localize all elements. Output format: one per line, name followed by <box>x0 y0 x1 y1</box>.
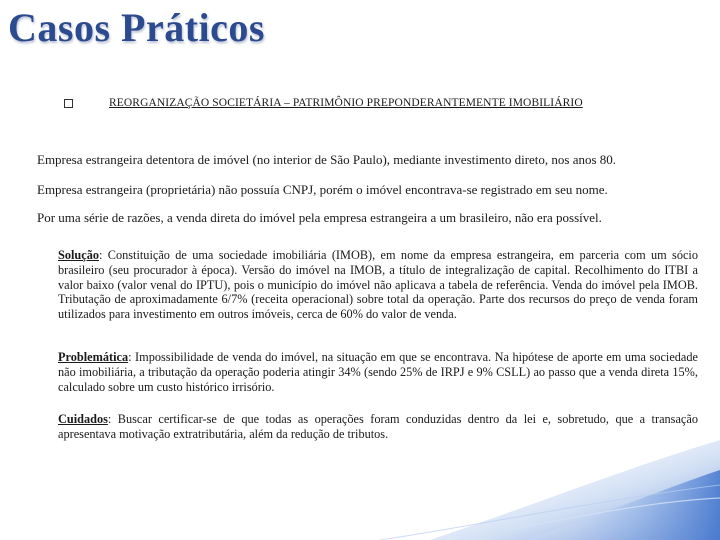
paragraph-2: Empresa estrangeira (proprietária) não possuía CNPJ, porém o imóvel encontrava-se registrado em seu nome. <box>37 182 608 197</box>
solution-text: : Constituição de uma sociedade imobiliária (IMOB), em nome da empresa estrangeira, em parceria com um sócio brasileiro (seu procurador à época). Versão do imóvel na IMOB, a título de integralização de capital. Recolhimento do ITBI a valor baixo (valor venal do IPTU), pois o município do imóvel não aplicava a tabela de referência. Venda do imóvel pela IMOB. Tributação de aproximadamente 6/7% (receita operacional) sobre total da operação. Parte dos recursos do preço de venda foram utilizados para investimento em outros imóveis, cerca de 60% do valor de venda. <box>58 248 698 322</box>
decorative-corner-swoosh <box>0 430 720 540</box>
solution-label: Solução <box>58 248 99 262</box>
cautions-label: Cuidados <box>58 412 108 426</box>
problem-label: Problemática <box>58 350 129 364</box>
page-title: Casos Práticos <box>8 5 265 50</box>
cautions-block <box>58 412 698 442</box>
section-heading: REORGANIZAÇÃO SOCIETÁRIA – PATRIMÔNIO PREPONDERANTEMENTE IMOBILIÁRIO <box>109 97 583 109</box>
paragraph-1: Empresa estrangeira detentora de imóvel (no interior de São Paulo), mediante investimento direto, nos anos 80. <box>37 152 617 167</box>
problem-text: : Impossibilidade de venda do imóvel, na situação em que se encontrava. Na hipótese de aporte em uma sociedade não imobiliária, a tributação da operação poderia atingir 34% (sendo 25% de IRPJ e 9% CSLL) ao passo que a venda direta 15%, calculado sobre um custo histórico irrisório. <box>58 350 698 394</box>
problem-block <box>58 350 698 394</box>
solution-block <box>58 248 698 322</box>
cautions-text: : Buscar certificar-se de que todas as operações foram conduzidas dentro da lei e, sobretudo, que a transação apresentava motivação extratributária, além da redução de tributos. <box>58 412 698 441</box>
paragraph-3: Por uma série de razões, a venda direta do imóvel pela empresa estrangeira a um brasileiro, não era possível. <box>37 210 602 225</box>
section-heading-row <box>64 97 704 109</box>
hollow-square-bullet-icon <box>64 99 73 108</box>
